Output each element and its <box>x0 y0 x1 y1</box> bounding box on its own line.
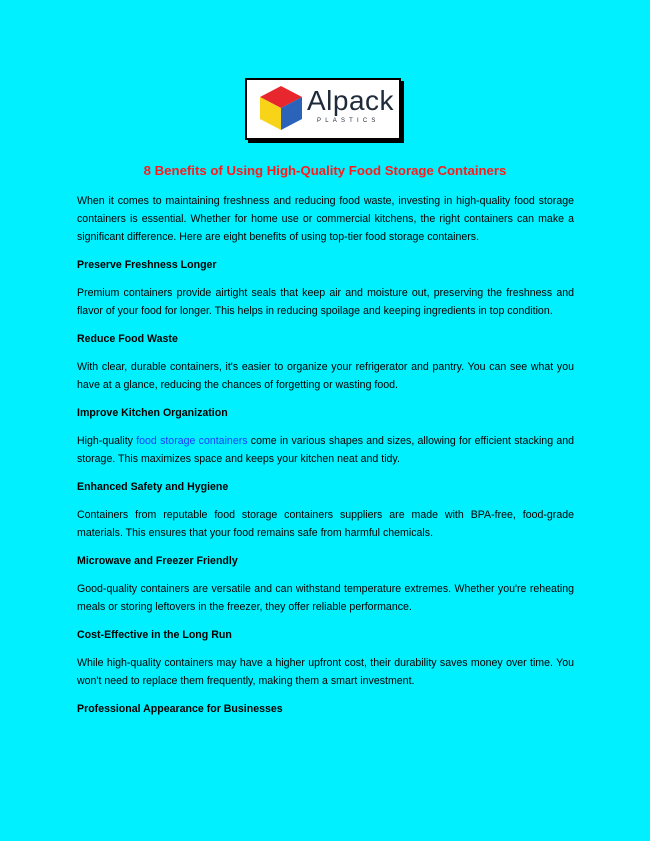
food-storage-containers-link[interactable]: food storage containers <box>136 435 248 447</box>
section-heading: Cost-Effective in the Long Run <box>77 629 232 641</box>
section-paragraph <box>77 432 574 468</box>
section-paragraph: With clear, durable containers, it's easier to organize your refrigerator and pantry. You can see what you have at a glance, reducing the chances of forgetting or wasting food. <box>77 361 574 391</box>
paragraph-text: come in various shapes and sizes, allowing for efficient stacking and storage. This maximizes space and keeps your kitchen neat and tidy. <box>77 435 575 465</box>
section-paragraph: Premium containers provide airtight seals that keep air and moisture out, preserving the freshness and flavor of your food for longer. This helps in reducing spoilage and keeping ingredients in top condition. <box>77 287 574 317</box>
section-heading: Enhanced Safety and Hygiene <box>77 481 229 493</box>
logo-sub-text: PLASTICS <box>317 118 380 124</box>
section-heading: Professional Appearance for Businesses <box>77 703 283 715</box>
section-paragraph: While high-quality containers may have a higher upfront cost, their durability saves money over time. You won't need to replace them frequently, making them a smart investment. <box>77 657 574 687</box>
document-title: 8 Benefits of Using High-Quality Food Storage Containers <box>143 163 507 178</box>
intro-paragraph: When it comes to maintaining freshness and reducing food waste, investing in high-quality food storage containers is essential. Whether for home use or commercial kitchens, the right containers can make a significant difference. Here are eight benefits of using top-tier food storage containers. <box>77 195 574 243</box>
document-body <box>77 192 574 728</box>
section-heading: Microwave and Freezer Friendly <box>77 555 238 567</box>
section-heading: Preserve Freshness Longer <box>77 259 217 271</box>
section-heading: Improve Kitchen Organization <box>77 407 228 419</box>
section-paragraph: Good-quality containers are versatile and can withstand temperature extremes. Whether you're reheating meals or storing leftovers in the freezer, they offer reliable performance. <box>77 583 574 613</box>
cube-logo-icon <box>259 85 303 131</box>
alpack-logo <box>245 78 401 140</box>
paragraph-text: High-quality <box>77 435 137 447</box>
logo-brand-text: Alpack <box>307 85 395 116</box>
section-paragraph: Containers from reputable food storage containers suppliers are made with BPA-free, food-grade materials. This ensures that your food remains safe from harmful chemicals. <box>77 509 574 539</box>
section-heading: Reduce Food Waste <box>77 333 178 345</box>
